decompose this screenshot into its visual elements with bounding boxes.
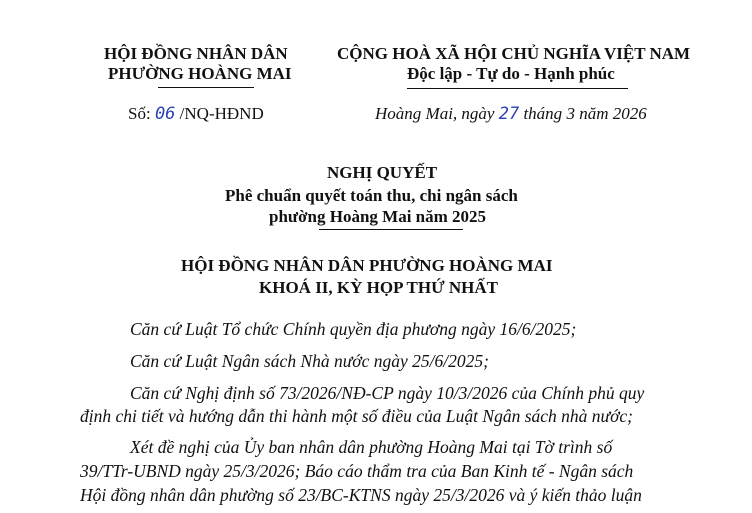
body-line-6: 39/TTr-UBND ngày 25/3/2026; Báo cáo thẩm tra của Ban Kinh tế - Ngân sách: [80, 461, 634, 481]
date-day-handwritten: 27: [498, 104, 520, 124]
issuer-underline: [158, 87, 254, 88]
document-subtitle-1: Phê chuẩn quyết toán thu, chi ngân sách: [225, 186, 518, 205]
date-month: 3: [566, 104, 575, 123]
national-motto: Độc lập - Tự do - Hạnh phúc: [407, 64, 615, 83]
motto-underline: [407, 88, 628, 89]
body-line-5: Xét đề nghị của Ủy ban nhân dân phường Hoàng Mai tại Tờ trình số: [130, 437, 613, 457]
document-subtitle-2: phường Hoàng Mai năm 2025: [269, 207, 487, 226]
body-line-2: Căn cứ Luật Ngân sách Nhà nước ngày 25/6/2025;: [130, 351, 489, 371]
council-session: KHOÁ II, KỲ HỌP THỨ NHẤT: [259, 278, 498, 297]
doc-number-prefix: Số:: [128, 104, 151, 123]
title-underline: [319, 229, 463, 230]
body-line-3: Căn cứ Nghị định số 73/2026/NĐ-CP ngày 10/3/2026 của Chính phủ quy: [130, 383, 645, 403]
date-month-label: tháng: [523, 104, 563, 123]
doc-number: [128, 104, 264, 124]
body-line-1: Căn cứ Luật Tổ chức Chính quyền địa phương ngày 16/6/2025;: [130, 319, 577, 339]
body-line-7: Hội đồng nhân dân phường số 23/BC-KTNS ngày 25/3/2026 và ý kiến thảo luận: [80, 485, 642, 505]
doc-number-suffix: /NQ-HĐND: [179, 104, 264, 123]
body-line-4: định chi tiết và hướng dẫn thi hành một số điều của Luật Ngân sách nhà nước;: [80, 406, 634, 426]
doc-number-handwritten: 06: [154, 104, 176, 124]
issuer-ward: PHƯỜNG HOÀNG MAI: [108, 64, 292, 83]
issuer-name: HỘI ĐỒNG NHÂN DÂN: [104, 44, 288, 63]
document-title: NGHỊ QUYẾT: [327, 163, 438, 182]
national-title: CỘNG HOÀ XÃ HỘI CHỦ NGHĨA VIỆT NAM: [337, 44, 691, 63]
date-place: Hoàng Mai, ngày: [375, 104, 495, 123]
date-line: [375, 104, 647, 124]
date-year: năm 2026: [579, 104, 647, 123]
council-name: HỘI ĐỒNG NHÂN DÂN PHƯỜNG HOÀNG MAI: [181, 256, 553, 275]
